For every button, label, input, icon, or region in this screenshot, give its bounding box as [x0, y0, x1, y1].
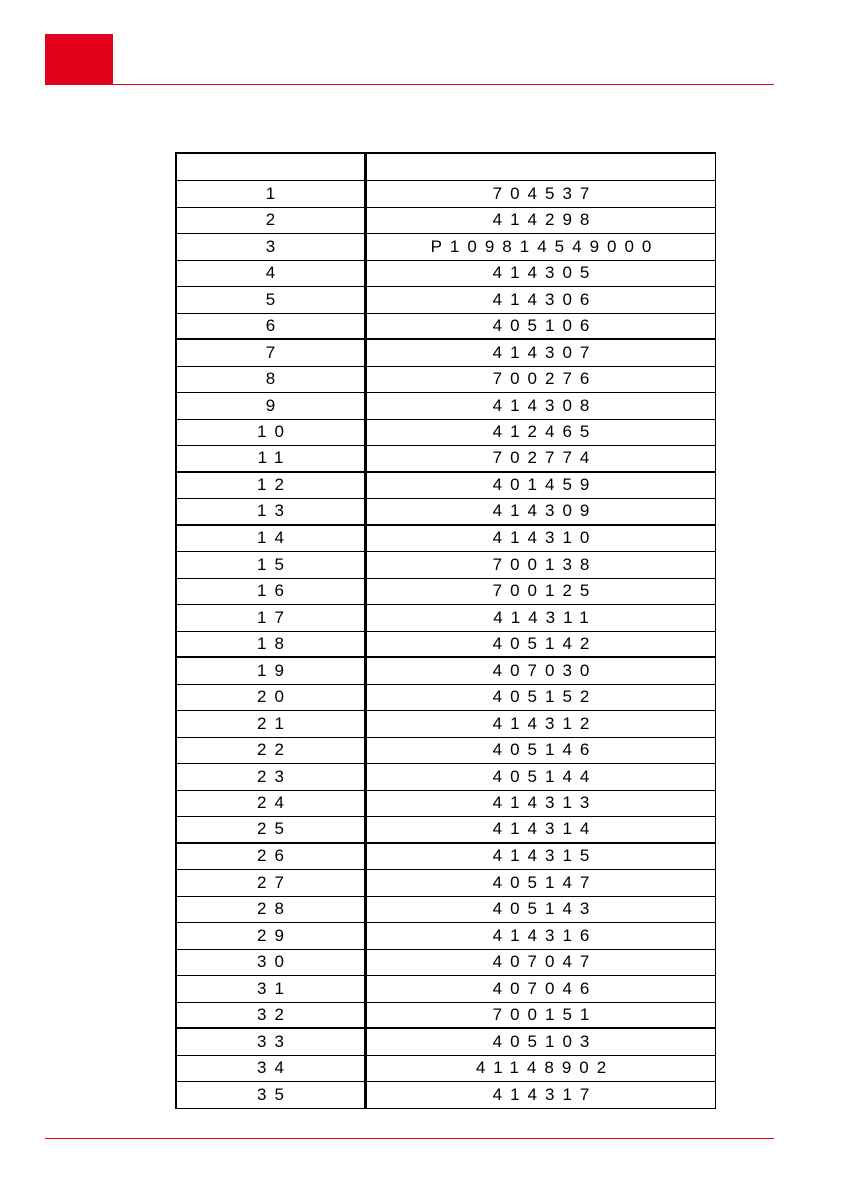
table-row: [175, 234, 716, 261]
header-col-code: [367, 154, 716, 180]
row-code: 414309: [367, 499, 716, 524]
row-number: 16: [175, 579, 367, 605]
row-code: 405144: [367, 764, 716, 790]
row-number: 21: [175, 711, 367, 737]
table-row: [175, 1082, 716, 1109]
table-row: [175, 287, 716, 314]
table-row: [175, 764, 716, 791]
row-number: 11: [175, 446, 367, 471]
row-number: 24: [175, 791, 367, 817]
table-row: [175, 420, 716, 447]
row-code: 414310: [367, 526, 716, 552]
row-code: 414307: [367, 340, 716, 366]
table-row: [175, 340, 716, 367]
table-row: [175, 208, 716, 235]
row-number: 5: [175, 287, 367, 313]
row-code: P109814549000: [367, 234, 716, 260]
table-row: [175, 791, 716, 818]
row-code: 405106: [367, 314, 716, 339]
row-code: 414308: [367, 393, 716, 419]
table-row: [175, 1056, 716, 1083]
table-row: [175, 499, 716, 526]
row-code: 414311: [367, 605, 716, 631]
table-row: [175, 261, 716, 288]
parts-table: [175, 152, 716, 1109]
row-number: 31: [175, 976, 367, 1002]
row-code: 405147: [367, 870, 716, 896]
row-number: 4: [175, 261, 367, 287]
row-number: 28: [175, 897, 367, 923]
row-code: 700276: [367, 367, 716, 393]
row-number: 23: [175, 764, 367, 790]
table-row: [175, 844, 716, 871]
row-code: 414313: [367, 791, 716, 817]
row-code: 414316: [367, 923, 716, 949]
row-number: 17: [175, 605, 367, 631]
row-number: 1: [175, 181, 367, 207]
table-row: [175, 181, 716, 208]
table-row: [175, 685, 716, 712]
table-row: [175, 1029, 716, 1056]
row-code: 412465: [367, 420, 716, 446]
row-code: 405143: [367, 897, 716, 923]
table-row: [175, 605, 716, 632]
table-row: [175, 897, 716, 924]
row-code: 414305: [367, 261, 716, 287]
row-number: 32: [175, 1003, 367, 1028]
table-row: [175, 367, 716, 394]
row-number: 26: [175, 844, 367, 870]
table-row: [175, 870, 716, 897]
table-row: [175, 950, 716, 977]
row-code: 414314: [367, 817, 716, 842]
table-row: [175, 446, 716, 473]
row-number: 6: [175, 314, 367, 339]
row-number: 27: [175, 870, 367, 896]
row-number: 30: [175, 950, 367, 976]
header-col-number: [175, 154, 367, 180]
row-code: 407046: [367, 976, 716, 1002]
row-number: 13: [175, 499, 367, 524]
row-number: 10: [175, 420, 367, 446]
table-row: [175, 526, 716, 553]
row-code: 41148902: [367, 1056, 716, 1082]
row-code: 405152: [367, 685, 716, 711]
row-code: 414312: [367, 711, 716, 737]
row-code: 414306: [367, 287, 716, 313]
row-code: 700151: [367, 1003, 716, 1028]
table-row: [175, 579, 716, 606]
row-code: 700138: [367, 552, 716, 578]
row-number: 12: [175, 473, 367, 499]
row-code: 414317: [367, 1082, 716, 1108]
table-row: [175, 711, 716, 738]
row-code: 405142: [367, 632, 716, 657]
table-row: [175, 923, 716, 950]
row-number: 22: [175, 738, 367, 764]
table-row: [175, 658, 716, 685]
row-number: 9: [175, 393, 367, 419]
row-number: 2: [175, 208, 367, 234]
footer-divider: [45, 1138, 774, 1139]
row-number: 8: [175, 367, 367, 393]
row-number: 35: [175, 1082, 367, 1108]
row-number: 33: [175, 1029, 367, 1055]
table-row: [175, 473, 716, 500]
table-row: [175, 552, 716, 579]
row-number: 19: [175, 658, 367, 684]
row-code: 401459: [367, 473, 716, 499]
row-number: 34: [175, 1056, 367, 1082]
row-code: 407047: [367, 950, 716, 976]
table-header: [175, 152, 716, 181]
row-code: 405103: [367, 1029, 716, 1055]
row-code: 414298: [367, 208, 716, 234]
header-divider: [45, 84, 774, 85]
brand-red-block: [45, 34, 113, 84]
table-row: [175, 1003, 716, 1030]
table-body: [175, 181, 716, 1109]
row-number: 7: [175, 340, 367, 366]
row-number: 20: [175, 685, 367, 711]
table-row: [175, 314, 716, 341]
row-code: 405146: [367, 738, 716, 764]
row-code: 414315: [367, 844, 716, 870]
row-number: 18: [175, 632, 367, 657]
table-row: [175, 976, 716, 1003]
table-row: [175, 632, 716, 659]
row-code: 704537: [367, 181, 716, 207]
row-code: 700125: [367, 579, 716, 605]
table-row: [175, 738, 716, 765]
row-code: 407030: [367, 658, 716, 684]
row-number: 14: [175, 526, 367, 552]
row-number: 3: [175, 234, 367, 260]
row-number: 29: [175, 923, 367, 949]
table-row: [175, 393, 716, 420]
row-number: 25: [175, 817, 367, 842]
table-row: [175, 817, 716, 844]
row-number: 15: [175, 552, 367, 578]
row-code: 702774: [367, 446, 716, 471]
